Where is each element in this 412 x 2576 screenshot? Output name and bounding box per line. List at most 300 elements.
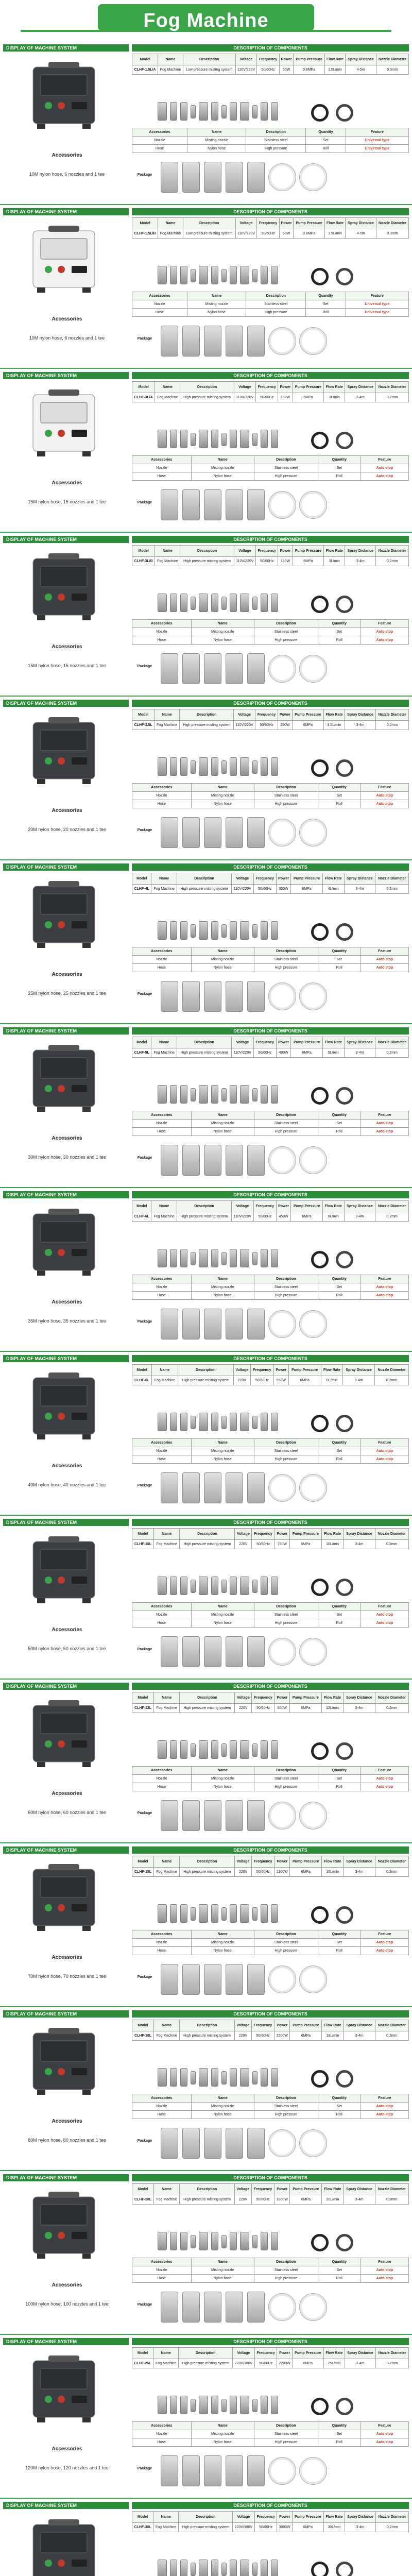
spec-cell: CLHF-6L [132, 1212, 151, 1222]
acc-cell: High pressure [254, 1128, 318, 1136]
package-box-icon [204, 1636, 221, 1667]
fitting-part-icon [191, 1580, 196, 1593]
components-header: DESCRIPTION OF COMPONENTS [132, 208, 409, 215]
accessories-column-header: Accessories [132, 1603, 192, 1611]
spec-cell: 550W [273, 1376, 288, 1385]
accessories-table [132, 292, 409, 317]
fitting-part-icon [170, 430, 177, 448]
fitting-part-icon [158, 102, 167, 121]
machine-system-header: DISPLAY OF MACHINE SYSTEM [3, 1846, 129, 1854]
fitting-part-icon [261, 757, 268, 776]
spec-column-header: Description [180, 1529, 235, 1540]
package-note: 25M nylon hose, 25 nozzles and 1 tee [28, 991, 106, 996]
components-header: DESCRIPTION OF COMPONENTS [132, 1683, 409, 1690]
package-items [161, 489, 327, 520]
acc-cell: Roll [306, 145, 346, 153]
package-box-icon [204, 981, 221, 1012]
fitting-part-icon [240, 2396, 249, 2414]
accessories-row [132, 636, 409, 645]
package-box-icon [226, 1309, 243, 1340]
spec-table [132, 1364, 409, 1385]
spec-cell: Fog Machine [151, 1212, 177, 1222]
spec-column-header: Nozzle Diameter [375, 1365, 409, 1376]
fitting-part-icon [221, 269, 227, 282]
spec-row [132, 885, 409, 894]
spec-cell: 3-4m [345, 2359, 375, 2368]
package-coil-icon [300, 1475, 327, 1501]
spec-cell: 110V/220V [235, 229, 257, 239]
package-box-icon [226, 2128, 243, 2159]
package-box-icon [182, 1309, 200, 1340]
package-box-icon [247, 653, 265, 684]
acc-cell: Roll [318, 636, 360, 645]
acc-cell: Hose [132, 309, 187, 317]
fitting-part-icon [199, 1577, 208, 1595]
spec-cell: 400W [276, 1048, 290, 1058]
spec-cell: High pressure misting system [177, 1048, 232, 1058]
package-box-icon [247, 817, 265, 848]
spec-cell: 3-4m [345, 393, 376, 402]
package-box-icon [182, 489, 200, 520]
accessories-column-header: Description [254, 2258, 318, 2266]
acc-cell: Nylon hose [191, 2275, 254, 2283]
spec-column-header: Model [132, 1692, 154, 1704]
hose-coil-icon [336, 1742, 353, 1760]
spec-cell: 3-4m [344, 885, 375, 894]
spec-cell: 0.2mm [375, 1376, 409, 1385]
accessories-column-header: Accessories [132, 2422, 192, 2430]
spec-column-header: Model [132, 1365, 152, 1376]
fitting-part-icon [191, 2399, 196, 2412]
spec-cell: 0.2mm [376, 557, 409, 566]
accessories-table [132, 947, 409, 972]
acc-feature-cell: Auto stop [360, 1128, 408, 1136]
spec-cell: 10L/min [322, 1540, 344, 1549]
acc-cell: Misting nozzle [191, 1611, 254, 1619]
fitting-part-icon [271, 1577, 278, 1595]
accessories-row [132, 464, 409, 472]
spec-column-header: Pump Pressure [289, 1529, 321, 1540]
accessories-label: Accessories [52, 1299, 82, 1305]
package-box-icon [182, 981, 200, 1012]
spec-column-header: Name [153, 2184, 179, 2195]
fitting-part-icon [199, 430, 208, 448]
spec-column-header: Description [180, 1692, 235, 1704]
spec-column-header: Spray Distance [345, 709, 376, 721]
spec-cell: 3L/min [324, 393, 345, 402]
parts-strip [132, 2068, 409, 2089]
spec-column-header: Model [132, 1856, 154, 1868]
accessories-column-header: Accessories [132, 1439, 192, 1447]
spec-column-header: Voltage [234, 2020, 251, 2031]
accessories-column-header: Description [246, 128, 306, 137]
acc-cell: High pressure [254, 2438, 318, 2447]
spec-column-header: Description [178, 1365, 233, 1376]
spec-cell: High pressure misting system [180, 557, 234, 566]
spec-cell: 0.2mm [375, 1540, 408, 1549]
package-coil-icon [269, 983, 296, 1010]
parts-strip [132, 1249, 409, 1269]
spec-cell: Fog Machine [155, 393, 180, 402]
package-box-icon [161, 1309, 178, 1340]
accessories-row [132, 956, 409, 964]
fitting-part-icon [180, 1413, 187, 1431]
spec-column-header: Flow Rate [324, 382, 345, 393]
spec-cell: 50/60Hz [252, 1868, 275, 1877]
acc-cell: Nozzle [132, 2430, 192, 2438]
fitting-part-icon [211, 1577, 218, 1595]
package-box-icon [161, 1964, 178, 1995]
package-items [161, 162, 327, 193]
fitting-part-icon [191, 597, 196, 610]
hose-coil-icon [336, 432, 353, 449]
spec-cell: 3-4m [344, 1540, 375, 1549]
hose-coil-icon [336, 2398, 353, 2415]
spec-cell: 110V/220V [235, 65, 257, 75]
accessories-column-header: Name [191, 1439, 254, 1447]
acc-cell: Stainless steel [254, 1775, 318, 1783]
accessories-column-header: Feature [360, 2422, 408, 2430]
spec-column-header: Frequency [253, 1201, 276, 1212]
acc-feature-cell: Auto stop [360, 1455, 408, 1464]
spec-cell: 5L/min [322, 1048, 344, 1058]
acc-cell: Set [318, 792, 360, 800]
accessories-table [132, 2094, 409, 2119]
accessories-row [132, 1611, 409, 1619]
package-box-icon [226, 981, 243, 1012]
product-block [0, 697, 412, 860]
spec-cell: 6MPa [290, 1868, 322, 1877]
package-box-icon [226, 1145, 243, 1176]
page-title: Fog Machine [143, 9, 269, 31]
spec-column-header: Name [154, 709, 180, 721]
package-coil-icon [269, 1147, 296, 1174]
spec-table [132, 217, 409, 239]
spec-column-header: Flow Rate [324, 218, 346, 229]
spec-cell: CLHF-20L [132, 2195, 154, 2205]
acc-cell: Stainless steel [254, 628, 318, 636]
package-items [161, 2292, 327, 2323]
fitting-part-icon [240, 2232, 249, 2250]
fitting-part-icon [211, 430, 218, 448]
acc-cell: Nylon hose [191, 1455, 254, 1464]
acc-cell: Roll [318, 2438, 360, 2447]
fitting-part-icon [271, 2396, 278, 2414]
hose-coil-icon [336, 759, 353, 777]
components-header: DESCRIPTION OF COMPONENTS [132, 536, 409, 543]
acc-cell: Roll [318, 2275, 360, 2283]
spec-column-header: Spray Distance [344, 1037, 375, 1048]
fitting-part-icon [191, 1416, 196, 1429]
product-block [0, 205, 412, 369]
spec-cell: 2200W [277, 2359, 292, 2368]
machine-image [12, 384, 115, 462]
package-box-icon [182, 162, 200, 193]
fitting-part-icon [158, 2232, 167, 2250]
spec-cell: High pressure misting system [180, 1868, 235, 1877]
acc-cell: Nylon hose [187, 145, 246, 153]
acc-cell: Misting nozzle [187, 300, 246, 309]
fitting-part-icon [261, 2068, 268, 2087]
package-items [161, 1800, 327, 1831]
accessories-column-header: Feature [360, 1767, 408, 1775]
acc-cell: High pressure [254, 1292, 318, 1300]
fitting-part-icon [211, 921, 218, 940]
machine-system-header: DISPLAY OF MACHINE SYSTEM [3, 1027, 129, 1035]
spec-column-header: Frequency [253, 1037, 276, 1048]
package-coil-icon [269, 2294, 296, 2320]
acc-cell: Stainless steel [254, 1120, 318, 1128]
acc-feature-cell: Auto stop [360, 800, 408, 808]
accessories-column-header: Accessories [132, 1767, 192, 1775]
hose-coil-icon [311, 2398, 329, 2415]
machine-system-header: DISPLAY OF MACHINE SYSTEM [3, 2338, 129, 2345]
accessories-label: Accessories [52, 972, 82, 977]
spec-column-header: Nozzle Diameter [376, 382, 409, 393]
acc-feature-cell: Auto stop [360, 964, 408, 972]
fitting-part-icon [158, 2560, 167, 2576]
spec-row [132, 393, 409, 402]
acc-cell: Nozzle [132, 1120, 192, 1128]
fitting-part-icon [230, 1413, 237, 1431]
fitting-part-icon [180, 2396, 187, 2414]
fitting-part-icon [199, 1249, 208, 1267]
accessories-column-header: Description [246, 292, 306, 300]
spec-cell: Fog Machine [152, 1376, 178, 1385]
spec-cell: 30L/min [323, 2523, 345, 2532]
accessories-column-header: Name [187, 292, 246, 300]
spec-column-header: Pump Pressure [291, 1037, 323, 1048]
package-row [132, 324, 409, 364]
spec-column-header: Pump Pressure [294, 218, 324, 229]
acc-cell: Set [318, 1120, 360, 1128]
accessories-column-header: Description [254, 1439, 318, 1447]
package-note: 20M nylon hose, 20 nozzles and 1 tee [28, 827, 106, 832]
acc-cell: Stainless steel [254, 2266, 318, 2275]
fitting-part-icon [158, 757, 167, 776]
package-box-icon [204, 1472, 221, 1503]
spec-table [132, 873, 409, 894]
spec-row [132, 1704, 409, 1713]
fitting-part-icon [221, 2399, 227, 2412]
spec-column-header: Spray Distance [344, 873, 375, 885]
accessories-column-header: Name [191, 2094, 254, 2103]
fitting-part-icon [180, 2068, 187, 2087]
hose-coil-icon [311, 1579, 329, 1596]
fitting-part-icon [180, 102, 187, 121]
fitting-part-icon [170, 1249, 177, 1267]
package-items [161, 2128, 327, 2159]
spec-column-header: Nozzle Diameter [375, 1529, 408, 1540]
acc-cell: Roll [318, 1619, 360, 1628]
package-coil-icon [300, 1311, 327, 1337]
package-box-icon [204, 326, 221, 357]
accessories-row [132, 145, 409, 153]
fitting-part-icon [230, 1740, 237, 1759]
spec-column-header: Model [132, 546, 155, 557]
acc-feature-cell: Auto stop [360, 2430, 408, 2438]
package-box-icon [226, 1472, 243, 1503]
fitting-part-icon [211, 1413, 218, 1431]
acc-cell: Misting nozzle [191, 2266, 254, 2275]
fitting-part-icon [240, 921, 249, 940]
package-box-icon [247, 1309, 265, 1340]
spec-cell: 3-4m [344, 1048, 375, 1058]
spec-column-header: Voltage [235, 54, 257, 65]
spec-cell: Fog Machine [154, 721, 180, 730]
product-block [0, 860, 412, 1024]
hose-coil-icon [336, 2234, 353, 2251]
spec-cell: Fog Machine [158, 229, 183, 239]
package-row [132, 1307, 409, 1347]
spec-column-header: Power [274, 1692, 289, 1704]
hose-coil-icon [311, 596, 329, 613]
acc-cell: Set [318, 1447, 360, 1455]
spec-column-header: Spray Distance [344, 1692, 375, 1704]
product-block [0, 533, 412, 697]
fitting-part-icon [240, 2560, 249, 2576]
fitting-part-icon [252, 2399, 258, 2412]
fitting-part-icon [158, 1249, 167, 1267]
spec-cell: 3-4m [343, 1376, 375, 1385]
package-box-icon [182, 1472, 200, 1503]
spec-cell: 0.2mm [375, 885, 409, 894]
components-header: DESCRIPTION OF COMPONENTS [132, 1519, 409, 1526]
spec-column-header: Voltage [231, 873, 253, 885]
machine-system-header: DISPLAY OF MACHINE SYSTEM [3, 1355, 129, 1362]
accessories-column-header: Accessories [132, 128, 187, 137]
fitting-part-icon [221, 2235, 227, 2248]
acc-cell: Nylon hose [191, 964, 254, 972]
accessories-column-header: Quantity [318, 1603, 360, 1611]
acc-feature-cell: Auto stop [360, 1775, 408, 1783]
acc-cell: Nozzle [132, 137, 187, 145]
spec-column-header: Flow Rate [322, 2184, 344, 2195]
hose-coil-icon [336, 596, 353, 613]
spec-column-header: Flow Rate [323, 709, 345, 721]
package-coil-icon [300, 1802, 327, 1829]
package-box-icon [182, 653, 200, 684]
fitting-part-icon [191, 433, 196, 446]
package-note: 100M nylon hose, 100 nozzles and 1 tee [25, 2301, 109, 2307]
fitting-part-icon [199, 921, 208, 940]
accessories-row [132, 1447, 409, 1455]
spec-column-header: Nozzle Diameter [375, 1856, 408, 1868]
package-items [161, 981, 327, 1012]
package-row [132, 2453, 409, 2494]
accessories-label: Accessories [52, 316, 82, 322]
acc-cell: Nylon hose [191, 1128, 254, 1136]
machine-image [12, 2514, 115, 2576]
accessories-label: Accessories [52, 1627, 82, 1633]
spec-table [132, 709, 409, 730]
package-coil-icon [300, 1638, 327, 1665]
spec-column-header: Pump Pressure [291, 1201, 323, 1212]
spec-cell: 3000W [277, 2523, 292, 2532]
spec-row [132, 2359, 409, 2368]
spec-column-header: Model [132, 2512, 153, 2523]
fitting-part-icon [158, 921, 167, 940]
fitting-part-icon [170, 102, 177, 121]
fitting-part-icon [240, 2068, 249, 2087]
hose-coil-icon [311, 268, 329, 285]
spec-cell: 220V [235, 1704, 252, 1713]
package-note: 80M nylon hose, 80 nozzles and 1 tee [28, 2138, 106, 2143]
acc-cell: Set [318, 1775, 360, 1783]
spec-table [132, 1692, 409, 1713]
fitting-part-icon [240, 430, 249, 448]
accessories-column-header: Description [254, 2422, 318, 2430]
fitting-part-icon [211, 266, 218, 284]
hose-coil-icon [336, 2070, 353, 2088]
fitting-part-icon [252, 597, 258, 610]
hose-coil-icon [336, 1087, 353, 1105]
fitting-part-icon [252, 2235, 258, 2248]
accessories-column-header: Quantity [318, 1439, 360, 1447]
accessories-column-header: Description [254, 1603, 318, 1611]
spec-cell: Fog Machine [158, 65, 183, 75]
spec-column-header: Voltage [235, 1529, 252, 1540]
fitting-part-icon [199, 2396, 208, 2414]
hose-coil-icon [336, 1906, 353, 1924]
fitting-part-icon [261, 1740, 268, 1759]
spec-cell: Fog Machine [154, 1540, 180, 1549]
spec-column-header: Name [151, 1037, 177, 1048]
package-coil-icon [300, 1147, 327, 1174]
spec-cell: 50/60Hz [252, 1540, 275, 1549]
package-note: 70M nylon hose, 70 nozzles and 1 tee [28, 1974, 106, 1979]
spec-column-header: Spray Distance [346, 54, 376, 65]
spec-column-header: Voltage [232, 2348, 254, 2359]
accessories-label: Accessories [52, 480, 82, 486]
fitting-part-icon [158, 430, 167, 448]
acc-cell: Nozzle [132, 1939, 192, 1947]
package-items [161, 1145, 327, 1176]
package-label: Package [137, 1811, 152, 1815]
fitting-part-icon [230, 594, 237, 612]
acc-cell: Roll [306, 309, 346, 317]
fitting-part-icon [230, 1085, 237, 1104]
spec-column-header: Name [153, 2020, 179, 2031]
accessories-column-header: Feature [360, 2258, 408, 2266]
package-box-icon [161, 2292, 178, 2323]
machine-system-header: DISPLAY OF MACHINE SYSTEM [3, 700, 129, 707]
spec-table [132, 1528, 409, 1549]
package-coil-icon [269, 1802, 296, 1829]
package-coil-icon [269, 1966, 296, 1993]
spec-column-header: Model [132, 382, 155, 393]
spec-row [132, 557, 409, 566]
spec-cell: Fog Machine [153, 2359, 179, 2368]
package-items [161, 326, 327, 357]
spec-column-header: Description [180, 1856, 235, 1868]
acc-cell: Stainless steel [254, 956, 318, 964]
acc-cell: Misting nozzle [191, 956, 254, 964]
machine-image [12, 57, 115, 134]
accessories-column-header: Name [191, 1603, 254, 1611]
acc-cell: Hose [132, 472, 192, 481]
spec-column-header: Frequency [251, 2020, 274, 2031]
hose-coil-icon [336, 2562, 353, 2576]
package-coil-icon [300, 655, 327, 682]
acc-cell: High pressure [254, 1455, 318, 1464]
spec-column-header: Description [180, 709, 234, 721]
accessories-column-header: Quantity [318, 456, 360, 464]
package-box-icon [247, 326, 265, 357]
spec-cell: 50/60Hz [253, 1048, 276, 1058]
machine-system-header: DISPLAY OF MACHINE SYSTEM [3, 1191, 129, 1198]
package-box-icon [161, 489, 178, 520]
